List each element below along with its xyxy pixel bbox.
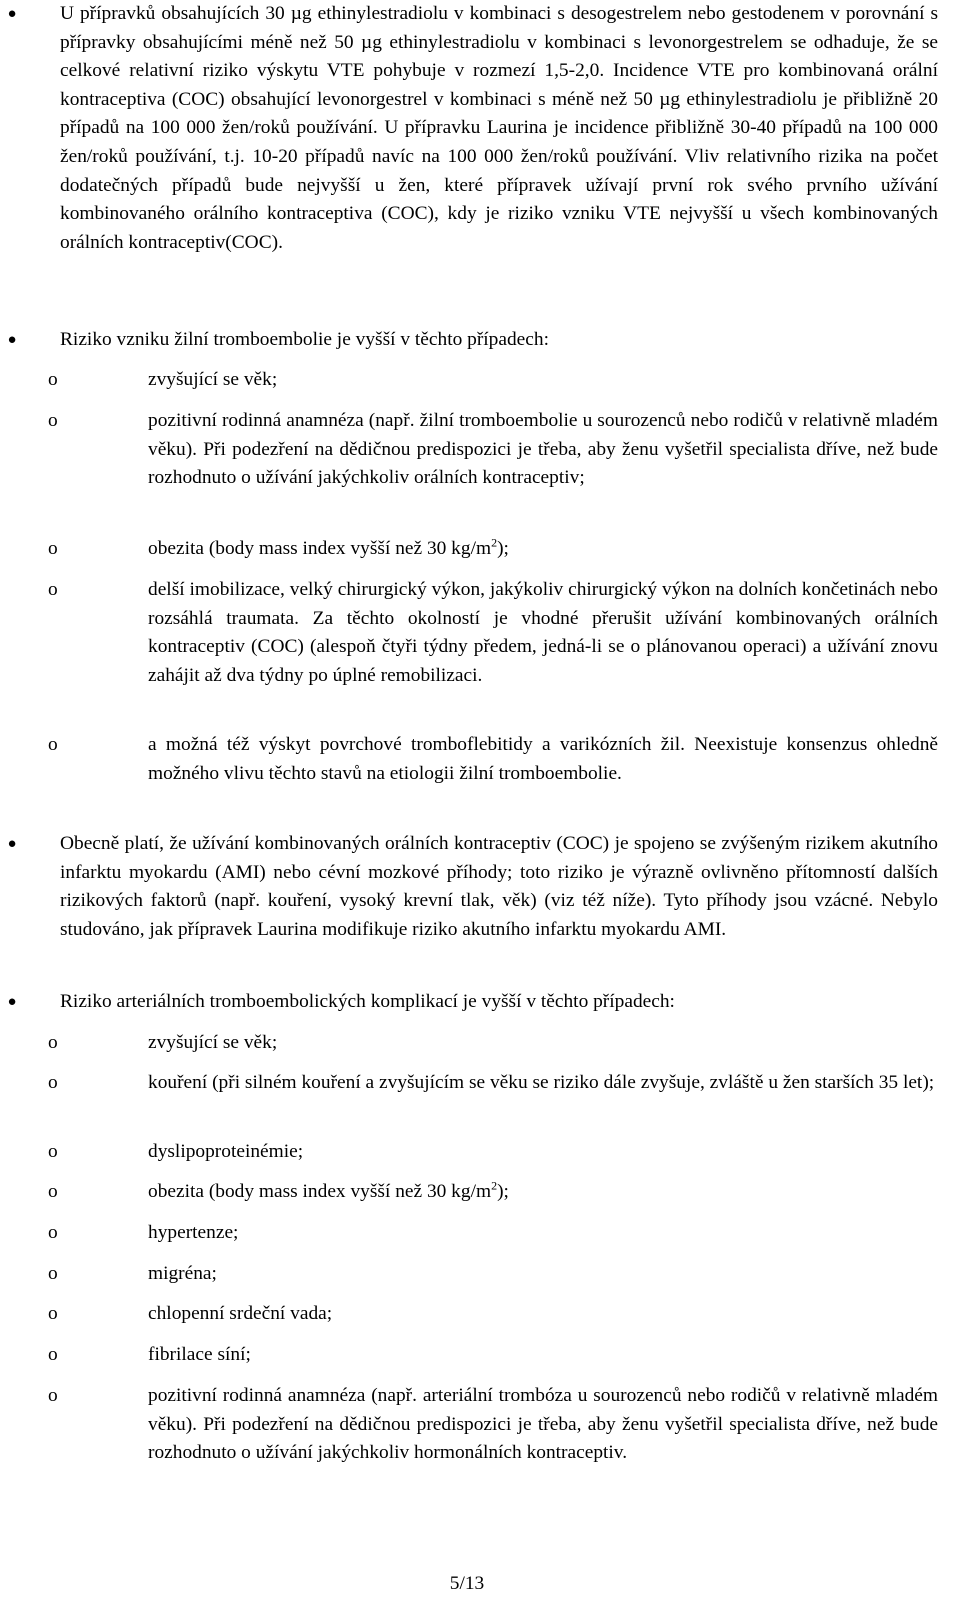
paragraph-intro: Riziko vzniku žilní tromboembolie je vyšší v těchto případech:	[60, 329, 549, 350]
list-item-text: delší imobilizace, velký chirurgický výkon, jakýkoliv chirurgický výkon na dolních končetinách nebo rozsáhlá traumata. Za těchto okolností je vhodné přerušit užívání kombinovaných orálních kontraceptiv (COC) (alespoň čtyři týdny předem, jedná-li se o plánovanou operaci) a užívání znovu zahájit až dva týdny po úplné remobilizaci.	[148, 579, 938, 686]
list-item-text: zvyšující se věk;	[148, 369, 278, 390]
list-item	[0, 1219, 938, 1248]
bullet-paragraph-vte-risk	[0, 0, 938, 257]
bullet-icon: ●	[7, 994, 17, 1010]
sub-bullet-icon: o	[48, 369, 58, 390]
list-item-text: fibrilace síní;	[148, 1344, 251, 1365]
sub-bullet-icon: o	[48, 579, 58, 600]
list-item-text: pozitivní rodinná anamnéza (např. arteriální trombóza u sourozenců nebo rodičů v relativně mladém věku). Při podezření na dědičnou predispozici je třeba, aby ženu vyšetřil specialista dříve, než bude rozhodnuto o užívání jakýchkoliv hormonálních kontraceptiv.	[148, 1385, 938, 1464]
sub-bullet-icon: o	[48, 1222, 58, 1243]
list-item-text: kouření (při silném kouření a zvyšujícím se věku se riziko dále zvyšuje, zvláště u žen starších 35 let);	[148, 1072, 935, 1093]
list-item-text: obezita (body mass index vyšší než 30 $kg/m^2$);	[148, 1178, 509, 1202]
list-item	[0, 1178, 938, 1207]
list-item	[0, 366, 938, 395]
list-item	[0, 407, 938, 493]
sub-bullet-icon: o	[48, 1032, 58, 1053]
sub-bullet-icon: o	[48, 1385, 58, 1406]
list-item	[0, 1138, 938, 1167]
bullet-paragraph-venous-risk-factors	[0, 326, 938, 355]
list-item	[0, 535, 938, 564]
paragraph-intro: Riziko arteriálních tromboembolických komplikací je vyšší v těchto případech:	[60, 991, 675, 1012]
sub-bullet-icon: o	[48, 1181, 58, 1202]
bullet-icon: ●	[7, 332, 17, 348]
list-item-text: dyslipoproteinémie;	[148, 1141, 304, 1162]
list-item-text: chlopenní srdeční vada;	[148, 1303, 333, 1324]
list-item	[0, 1260, 938, 1289]
bullet-paragraph-arterial-risk	[0, 830, 938, 944]
list-item	[0, 576, 938, 690]
list-item	[0, 1069, 938, 1098]
bullet-icon: ●	[7, 836, 17, 852]
page-number: 5/13	[449, 1573, 485, 1594]
paragraph-text: Obecně platí, že užívání kombinovaných orálních kontraceptiv (COC) je spojeno se zvýšeným rizikem akutního infarktu myokardu (AMI) nebo cévní mozkové příhody; toto riziko je výrazně ovlivněno přítomností dalších rizikových faktorů (např. kouření, vysoký krevní tlak, věk) (viz též níže). Tyto příhody jsou vzácné. Nebylo studováno, jak přípravek Laurina modifikuje riziko akutního infarktu myokardu AMI.	[60, 833, 938, 940]
list-item-text: pozitivní rodinná anamnéza (např. žilní tromboembolie u sourozenců nebo rodičů v relativně mladém věku). Při podezření na dědičnou predispozici je třeba, aby ženu vyšetřil specialista dříve, než bude rozhodnuto o užívání jakýchkoliv orálních kontraceptiv;	[148, 410, 938, 489]
list-item	[0, 1029, 938, 1058]
list-item-text: obezita (body mass index vyšší než 30 $kg/m^2$);	[148, 535, 509, 559]
sub-bullet-icon: o	[48, 734, 58, 755]
sub-bullet-icon: o	[48, 1141, 58, 1162]
sub-bullet-icon: o	[48, 1072, 58, 1093]
list-item	[0, 1341, 938, 1370]
bullet-icon: ●	[7, 6, 17, 22]
sub-bullet-icon: o	[48, 1344, 58, 1365]
list-item-text: migréna;	[148, 1263, 217, 1284]
paragraph-text: U přípravků obsahujících 30 µg ethinylestradiolu v kombinaci s desogestrelem nebo gestodenem v porovnání s přípravky obsahujícími méně než 50 µg ethinylestradiolu v kombinaci s levonorgestrelem se odhaduje, že se celkové relativní riziko výskytu VTE pohybuje v rozmezí 1,5-2,0. Incidence VTE pro kombinovaná orální kontraceptiva (COC) obsahující levonorgestrel v kombinaci s méně než 50 µg ethinylestradiolu je přibližně 20 případů na 100 000 žen/roků používání. U přípravku Laurina je incidence přibližně 30-40 případů na 100 000 žen/roků používání, t.j. 10-20 případů navíc na 100 000 žen/roků používání. Vliv relativního rizika na počet dodatečných případů bude nejvyšší u žen, které přípravek užívají první rok svého prvního užívání kombinovaného orálního kontraceptiva (COC), kdy je riziko vzniku VTE nejvyšší u všech kombinovaných orálních kontraceptiv(COC).	[60, 3, 938, 253]
sub-bullet-icon: o	[48, 538, 58, 559]
list-item	[0, 731, 938, 788]
sub-bullet-icon: o	[48, 410, 58, 431]
list-item	[0, 1300, 938, 1329]
sub-bullet-icon: o	[48, 1303, 58, 1324]
list-item	[0, 1382, 938, 1468]
bullet-paragraph-arterial-risk-factors	[0, 988, 938, 1017]
list-item-text: zvyšující se věk;	[148, 1032, 278, 1053]
list-item-text: a možná též výskyt povrchové tromboflebitidy a varikózních žil. Neexistuje konsenzus ohledně možného vlivu těchto stavů na etiologii žilní tromboembolie.	[148, 734, 938, 784]
list-item-text: hypertenze;	[148, 1222, 239, 1243]
sub-bullet-icon: o	[48, 1263, 58, 1284]
